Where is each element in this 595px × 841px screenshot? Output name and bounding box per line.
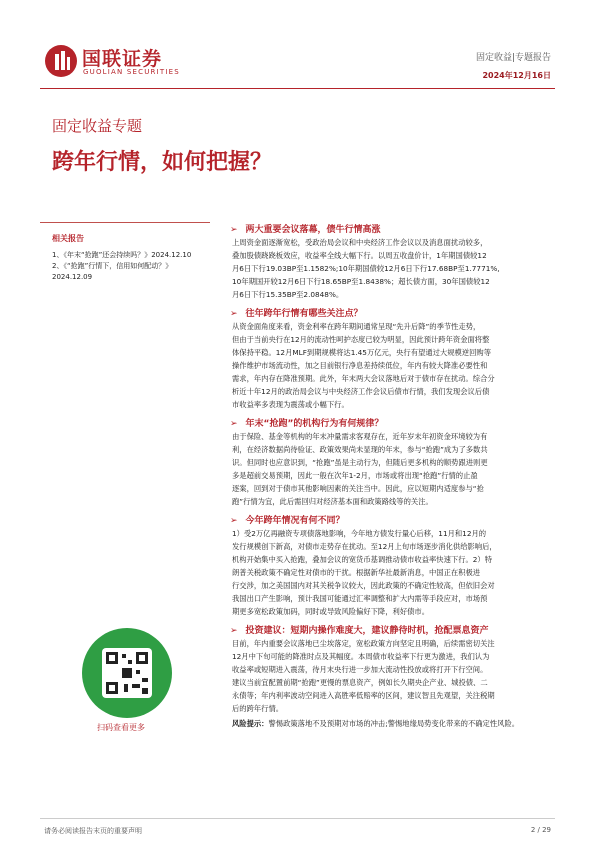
paragraph-line: 后的跨年行情。 [232, 704, 284, 713]
paragraph-line: 由于保险、基金等机构的年末冲量需求客观存在，近年岁末年初资金环境较为有 [232, 432, 488, 441]
report-date: 2024年12月16日 [482, 71, 551, 80]
paragraph-line: 利，在经济数据尚待验证、政策效果尚未显现的年末，参与“抢跑”成为了多数共 [232, 445, 488, 454]
qr-pattern-icon [102, 648, 152, 698]
arrow-icon: ➢ [230, 626, 238, 636]
paragraph-line: 目前，年内重要会议落地已尘埃落定，宽松政策方向坚定且明确，后续需密切关注 [232, 639, 495, 648]
logo-text-cn: 国联证券 [82, 48, 163, 70]
paragraph-line: 我国出口产生影响，预计我国可能通过汇率调整和扩大内需等手段应对，市场预 [232, 594, 488, 603]
paragraph-line: 跑”行情为宜，此后需回归对经济基本面和政策路线等的关注。 [232, 497, 433, 506]
arrow-icon: ➢ [230, 309, 238, 319]
arrow-icon: ➢ [230, 419, 238, 429]
section-heading: ➢ 今年跨年情况有何不同？ [230, 516, 345, 526]
risk-label: 风险提示： [232, 719, 269, 728]
paragraph-line: 市收益率多表现为震荡或小幅下行。 [232, 400, 349, 409]
paragraph-line: 操作维护市场流动性，加之目前银行净息差持续低位，年内有较大降准必要性和 [232, 361, 488, 370]
related-report-link[interactable]: 2、《“抢跑”行情下，信用如何配动？》 [52, 262, 173, 270]
report-category: 固定收益|专题报告 [475, 53, 551, 63]
logo-text-en: GUOLIAN SECURITIES [83, 68, 180, 76]
arrow-icon: ➢ [230, 516, 238, 526]
paragraph-line: 10年期国开较12月6日下行18.65BP至1.8438%；超长债方面，30年国债较12 [232, 277, 490, 286]
qr-caption: 扫码查看更多 [97, 723, 145, 732]
page-number: 2 / 29 [530, 826, 551, 834]
paragraph-line: 发行规模创下新高，对债市走势存在扰动。至12月上旬市场逐步消化供给影响后， [232, 542, 497, 551]
header-divider [40, 88, 555, 89]
paragraph-line: 机构开始集中买入抢跑，叠加会议的宽货币基调推动债市收益率快速下行。2）特 [232, 555, 493, 564]
paragraph-line: 月6日下行19.03BP至1.1582%;10年期国债较12月6日下行17.68BP至1.7771%, [232, 264, 500, 273]
guolian-logo-icon [44, 44, 78, 78]
section-heading: ➢ 往年跨年行情有哪些关注点？ [230, 309, 363, 319]
paragraph-line: 期更多宽松政策加码，同时或导致风险偏好下降，利好债市。 [232, 607, 430, 616]
qr-code-icon[interactable] [82, 628, 172, 718]
paragraph-line: 需求，年内存在降准预期。此外，年末两大会议落地后对于债市存在扰动。综合分 [232, 374, 495, 383]
paragraph-line: 月6日下行15.35BP至2.0848%。 [232, 290, 344, 299]
risk-text: 警惕政策落地不及预期对市场的冲击;警惕地缘局势变化带来的不确定性风险。 [268, 719, 520, 728]
paragraph-line: 12月中下旬可能的降准时点及其幅度。本周债市收益率下行更为激进，我们认为 [232, 652, 490, 661]
paragraph-line: 永债等；年内利率波动空间进入高胜率低赔率的区间，建议智且先观望，关注税期 [232, 691, 495, 700]
footer-disclaimer: 请务必阅读报告末页的重要声明 [44, 827, 142, 835]
series-title: 固定收益专题 [52, 117, 143, 135]
arrow-icon: ➢ [230, 225, 238, 235]
related-report-link[interactable]: 1、《年末“抢跑”还会持续吗？》2024.12.10 [52, 251, 192, 259]
paragraph-line: 收益率或短期进入震荡，待月末央行进一步加大流动性投放或将打开下行空间。 [232, 665, 488, 674]
sidebar-divider [40, 222, 210, 223]
paragraph-line: 行交涉，加之美国国内对其关税争议较大，因此政策的不确定性较高，但依旧会对 [232, 581, 495, 590]
page-title: 跨年行情，如何把握？ [52, 150, 273, 175]
paragraph-line: 析近十年12月的政治局会议与中央经济工作会议后债市行情，我们发现会议后债 [232, 387, 490, 396]
related-reports-heading: 相关报告 [52, 234, 84, 243]
paragraph-line: 上周资金面逐渐宽松，受政治局会议和中央经济工作会议以及消息面扰动较多， [232, 238, 488, 247]
section-heading: ➢ 两大重要会议落幕，债牛行情高涨 [230, 225, 381, 235]
paragraph-line: 逐案，回到对于债市其他影响因素的关注当中。因此，应以短期内适度参与“抢 [232, 484, 484, 493]
section-heading: ➢ 年末“抢跑”的机构行为有何规律？ [230, 419, 384, 429]
related-report-date: 2024.12.09 [52, 273, 93, 281]
paragraph-line: 建议当前宜配置前期“抢跑”更慢的票息资产，例如长久期央企产业、城投债、二 [232, 678, 488, 687]
paragraph-line: 识。但同时也应意识到，“抢跑”虽是主动行为，但随后更多机构的顺势跟进则更 [232, 458, 488, 467]
paragraph-line: 朗普关税政策不确定性对债市的干扰。根据新华社最新消息，中国正在积极进 [232, 568, 481, 577]
paragraph-line: 从资金面角度来看，资金利率在跨年期间通常呈现“先升后降”的季节性走势， [232, 322, 481, 331]
paragraph-line: 但由于当前央行在12月的流动性呵护态度已较为明显，因此预计跨年资金面将整 [232, 335, 490, 344]
risk-warning [232, 719, 519, 729]
paragraph-line: 体保持平稳。12月MLF到期规模将达1.45万亿元，央行有望通过大规模逆回购等 [232, 348, 491, 357]
section-heading: ➢ 投资建议：短期内操作难度大，建议静待时机，抢配票息资产 [230, 626, 489, 636]
paragraph-line: 1）受2万亿再融资专项债落地影响，今年地方债发行量心后移，11月和12月的 [232, 529, 487, 538]
footer-divider [40, 818, 555, 819]
paragraph-line: 叠加股债跷跷板效应，收益率全线大幅下行。以周五收盘价计，1年期国债较12 [232, 251, 487, 260]
paragraph-line: 多是超前交易预期，因此一般在次年1-2月，市场或将出现“抢跑”行情的止盈 [232, 471, 478, 480]
